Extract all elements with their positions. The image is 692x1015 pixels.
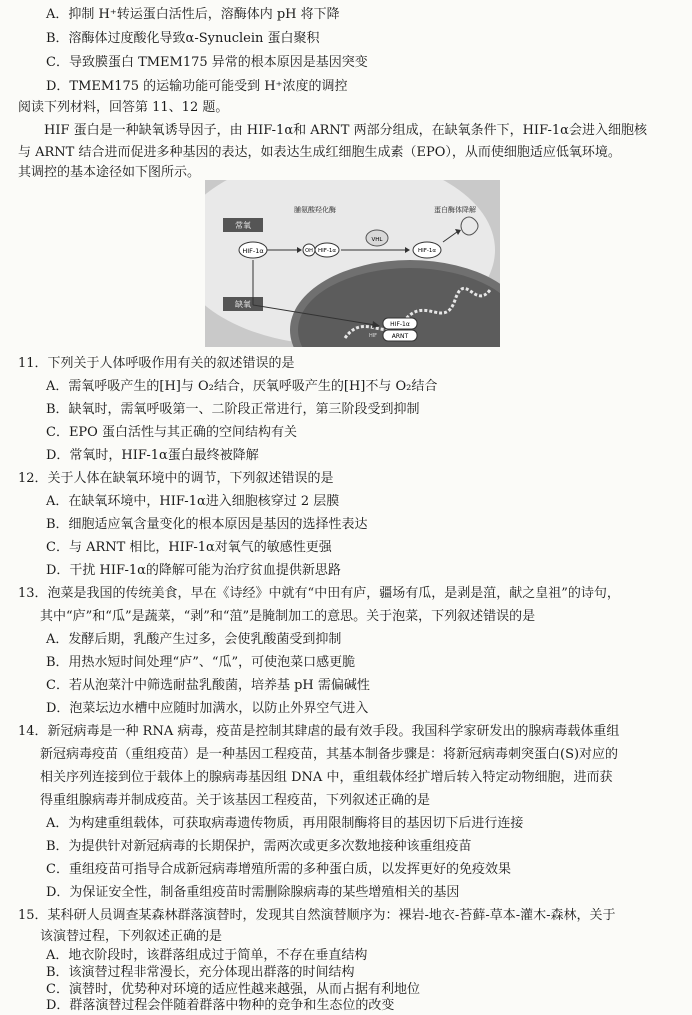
q12-option-d: D．干扰 HIF-1α的降解可能为治疗贫血提供新思路	[46, 563, 341, 578]
q13-option-c: C．若从泡菜汁中筛选耐盐乳酸菌，培养基 pH 需偏碱性	[46, 678, 370, 693]
q14-option-d: D．为保证安全性，制备重组疫苗时需删除腺病毒的某些增殖相关的基因	[46, 885, 460, 900]
q13-stem-line-2: 其中“庐”和“瓜”是蔬菜，“剥”和“菹”是腌制加工的意思。关于泡菜，下列叙述错误的是	[40, 609, 536, 624]
q14-stem-line-2: 新冠病毒疫苗（重组疫苗）是一种基因工程疫苗，其基本制备步骤是：将新冠病毒刺突蛋白(S)对应的	[40, 747, 619, 762]
q14-stem-line-3: 相关序列连接到位于载体上的腺病毒基因组 DNA 中，重组载体经扩增后转入特定动物细胞，进而获	[40, 770, 613, 785]
q12-stem: 12．关于人体在缺氧环境中的调节，下列叙述错误的是	[18, 471, 334, 486]
q14-option-c: C．重组疫苗可指导合成新冠病毒增殖所需的多种蛋白质，以发挥更好的免疫效果	[46, 862, 511, 877]
material-line-3: 其调控的基本途径如下图所示。	[18, 165, 201, 180]
q15-stem-line-2: 该演替过程，下列叙述正确的是	[40, 929, 223, 944]
q14-stem-line-4: 得重组腺病毒并制成疫苗。关于该基因工程疫苗，下列叙述正确的是	[40, 793, 431, 808]
q13-option-a: A．发酵后期，乳酸产生过多，会使乳酸菌受到抑制	[46, 632, 342, 647]
q10-option-a: A．抑制 H⁺转运蛋白活性后，溶酶体内 pH 将下降	[46, 7, 340, 22]
q15-option-b: B．该演替过程非常漫长，充分体现出群落的时间结构	[46, 965, 355, 980]
hif-short-label: HIF	[368, 333, 378, 339]
hypoxia-label: 缺氧	[235, 300, 251, 309]
q12-option-a: A．在缺氧环境中，HIF-1α进入细胞核穿过 2 层膜	[46, 494, 340, 509]
q10-option-b: B．溶酶体过度酸化导致α-Synuclein 蛋白聚积	[46, 31, 320, 46]
q13-option-d: D．泡菜坛边水槽中应随时加满水，以防止外界空气进入	[46, 701, 369, 716]
hif-node: HIF-1α	[242, 247, 264, 255]
q11-option-a: A．需氧呼吸产生的[H]与 O₂结合，厌氧呼吸产生的[H]不与 O₂结合	[46, 379, 438, 394]
q14-stem-line-1: 14．新冠病毒是一种 RNA 病毒，疫苗是控制其肆虐的最有效手段。我国科学家研发出的腺病毒载体重组	[18, 724, 620, 739]
q13-stem-line-1: 13．泡菜是我国的传统美食，早在《诗经》中就有“中田有庐，疆场有瓜，是剥是菹，献之皇祖”的诗句，	[18, 586, 620, 601]
q15-option-d: D．群落演替过程会伴随着群落中物种的竞争和生态位的改变	[46, 998, 395, 1013]
q14-option-a: A．为构建重组载体，可获取病毒遗传物质，再用限制酶将目的基因切下后进行连接	[46, 816, 524, 831]
q10-option-c: C．导致膜蛋白 TMEM175 异常的根本原因是基因突变	[46, 55, 368, 70]
oh-node: OH	[305, 248, 313, 254]
hif-pathway-diagram	[205, 180, 500, 347]
q12-option-b: B．细胞适应氧含量变化的根本原因是基因的选择性表达	[46, 517, 368, 532]
hydroxylation-label: 脯氨酸羟化酶	[294, 206, 336, 214]
material-line-1: HIF 蛋白是一种缺氧诱导因子，由 HIF-1α和 ARNT 两部分组成，在缺氧条件下，HIF-1α会进入细胞核	[44, 123, 647, 138]
q11-option-b: B．缺氧时，需氧呼吸第一、二阶段正常进行，第三阶段受到抑制	[46, 402, 420, 417]
q11-option-c: C．EPO 蛋白活性与其正确的空间结构有关	[46, 425, 297, 440]
hif-nucleus-node: HIF-1α	[390, 321, 410, 328]
q15-option-a: A．地衣阶段时，该群落组成过于简单，不存在垂直结构	[46, 948, 368, 963]
q15-stem-line-1: 15．某科研人员调查某森林群落演替时，发现其自然演替顺序为：裸岩-地衣-苔藓-草本-灌木-森林，关于	[18, 908, 616, 923]
q13-option-b: B．用热水短时间处理“庐”、“瓜”，可使泡菜口感更脆	[46, 655, 356, 670]
material-line-2: 与 ARNT 结合进而促进多种基因的表达，如表达生成红细胞生成素（EPO），从而使细胞适应低氧环境。	[18, 145, 621, 160]
q12-option-c: C．与 ARNT 相比，HIF-1α对氧气的敏感性更强	[46, 540, 332, 555]
q14-option-b: B．为提供针对新冠病毒的长期保护，需两次或更多次数地接种该重组疫苗	[46, 839, 472, 854]
arnt-node: ARNT	[391, 333, 409, 340]
q10-option-d: D．TMEM175 的运输功能可能受到 H⁺浓度的调控	[46, 79, 348, 94]
hif-oh-node: HIF-1α	[317, 248, 337, 254]
q11-option-d: D．常氧时，HIF-1α蛋白最终被降解	[46, 448, 259, 463]
vhl-node: VHL	[371, 237, 383, 243]
degradation-label: 蛋白酶体降解	[434, 206, 476, 214]
normoxia-label: 常氧	[235, 221, 251, 230]
hif-vhl-node: HIF-1α	[417, 248, 437, 254]
q15-option-c: C．演替时，优势种对环境的适应性越来越强，从而占据有利地位	[46, 982, 420, 997]
reading-intro: 阅读下列材料，回答第 11、12 题。	[18, 100, 229, 115]
q11-stem: 11．下列关于人体呼吸作用有关的叙述错误的是	[18, 356, 295, 371]
hif-pathway-figure	[205, 180, 500, 347]
